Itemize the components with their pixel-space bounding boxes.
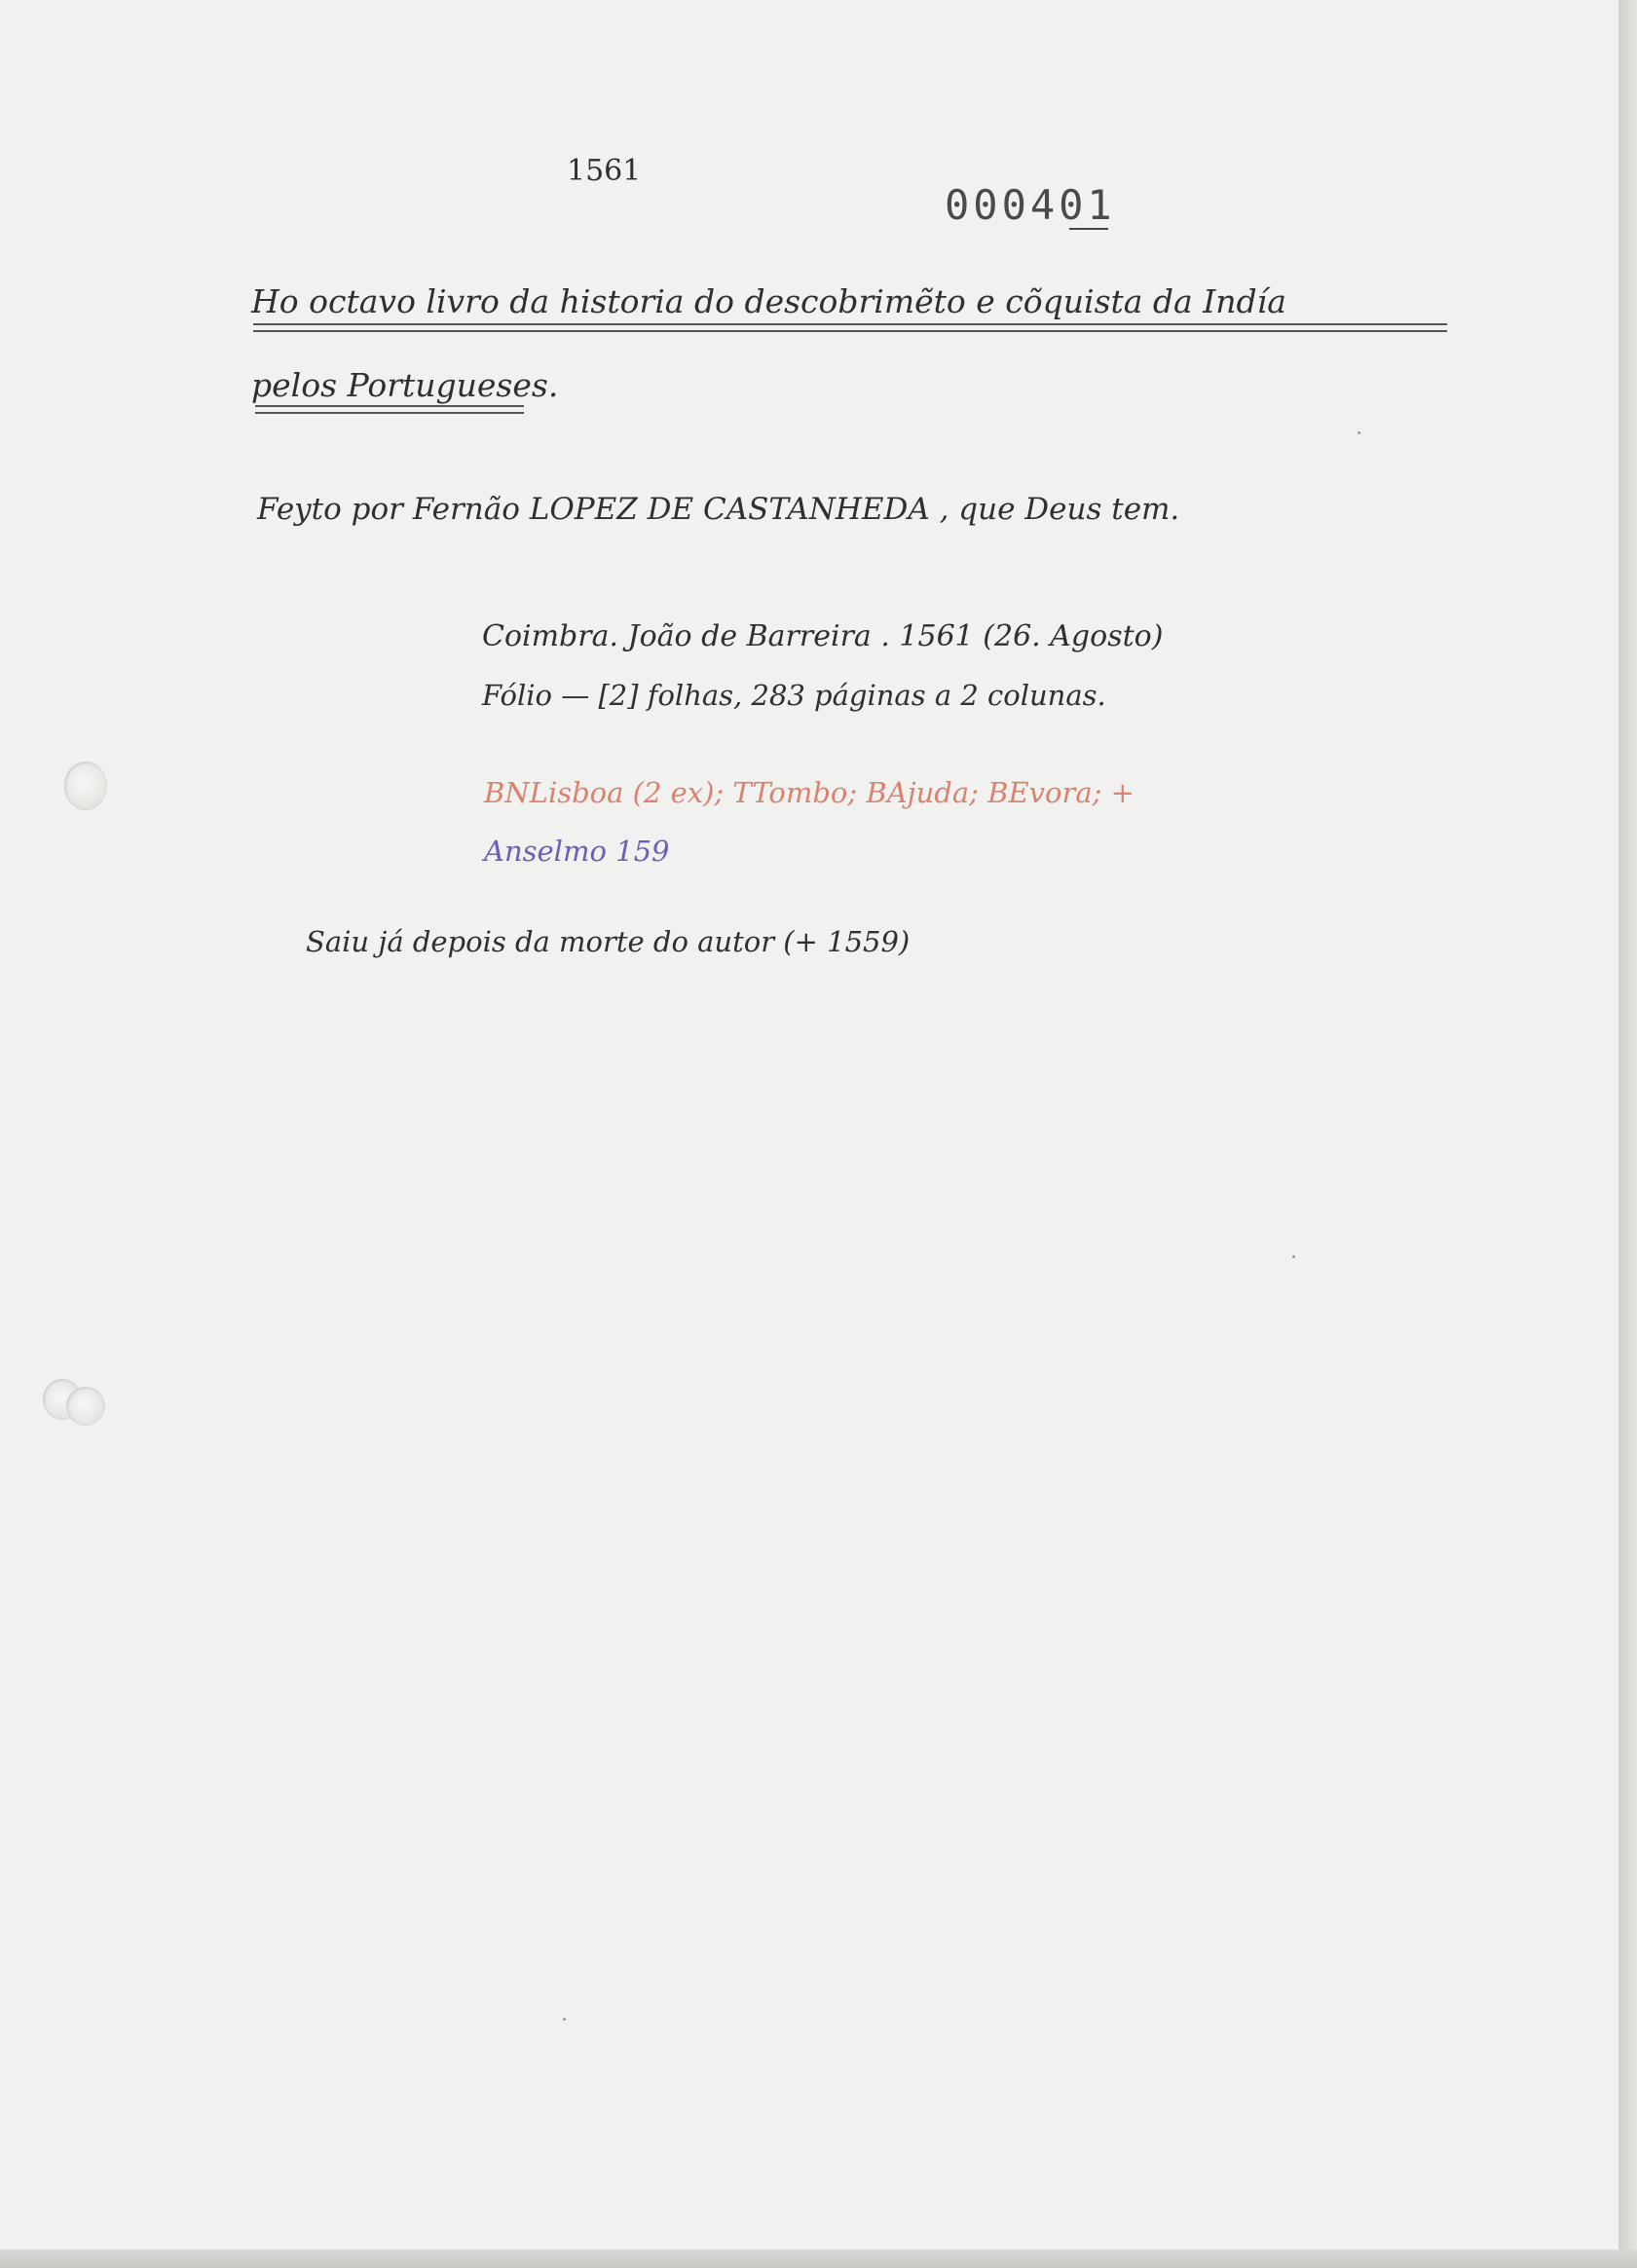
paper-speck — [1358, 431, 1360, 434]
imprint-line-2: Fólio — [2] folhas, 283 páginas a 2 colunas. — [482, 679, 1106, 712]
title-line-2: pelos Portugueses. — [251, 366, 559, 404]
title-line-2-underline-lower — [255, 412, 524, 414]
year-label: 1561 — [567, 154, 642, 188]
paper-speck — [563, 2018, 566, 2021]
scan-edge-right — [1618, 0, 1637, 2268]
title-line-1-underline-lower — [253, 330, 1447, 332]
punch-hole-top — [64, 762, 107, 810]
paper-speck — [1292, 1255, 1295, 1258]
title-line-1: Ho octavo livro da historia do descobrimẽto e cõquista da Indía — [251, 282, 1286, 320]
catalog-number-stamp: 000401 — [945, 181, 1116, 229]
catalog-number-underline — [1069, 228, 1108, 230]
title-line-2-underline-upper — [255, 405, 524, 407]
holdings-libraries: BNLisboa (2 ex); TTombo; BAjuda; BEvora; + — [484, 776, 1135, 809]
imprint-line-1: Coimbra. João de Barreira . 1561 (26. Agosto) — [482, 619, 1164, 653]
holdings-reference: Anselmo 159 — [484, 835, 670, 868]
title-line-1-underline-upper — [253, 323, 1447, 325]
publication-note: Saiu já depois da morte do autor (+ 1559) — [306, 925, 911, 958]
scan-edge-bottom — [0, 2249, 1637, 2268]
author-line: Feyto por Fernão LOPEZ DE CASTANHEDA , que Deus tem. — [257, 492, 1180, 527]
punch-hole-bottom-overlap — [66, 1387, 105, 1426]
